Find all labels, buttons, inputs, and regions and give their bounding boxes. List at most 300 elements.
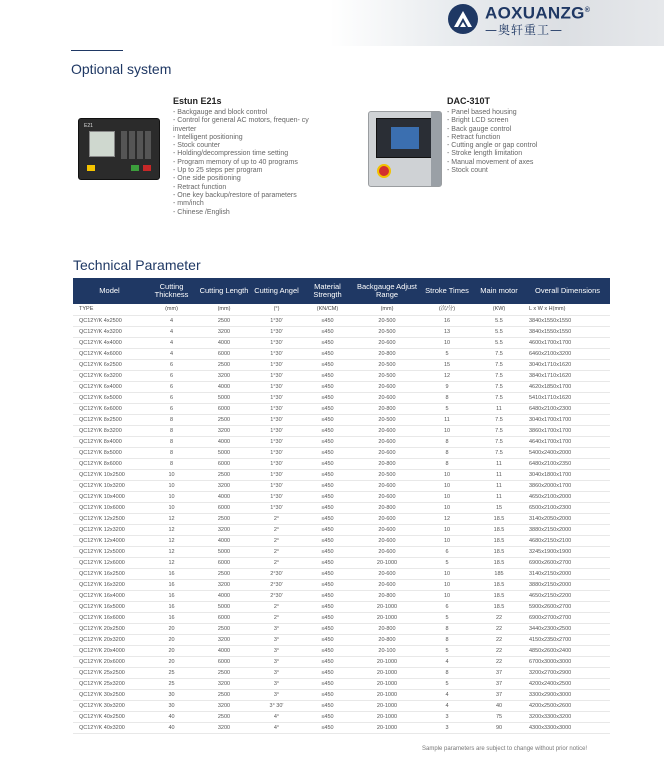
table-cell: QC12Y/K 6x6000 [73,403,146,414]
table-cell: 20-1000 [353,722,421,733]
table-cell: 5000 [197,447,251,458]
table-cell: 20-800 [353,590,421,601]
table-cell: 20-800 [353,348,421,359]
table-cell: 3840x1710x1620 [525,370,610,381]
table-cell: ≤450 [302,535,353,546]
table-cell: 20-100 [353,645,421,656]
table-cell: QC12Y/K 25x2500 [73,667,146,678]
table-cell: 3245x1900x1900 [525,546,610,557]
table-cell: 30 [146,689,197,700]
table-cell: ≤450 [302,469,353,480]
table-cell: 10 [421,524,473,535]
table-cell: 2° [251,612,302,623]
table-cell: 20-600 [353,392,421,403]
table-cell: 3040x1710x1620 [525,359,610,370]
table-cell: 20 [146,645,197,656]
table-row [73,601,610,612]
table-cell: 185 [473,568,525,579]
table-cell: ≤450 [302,458,353,469]
table-cell: 3440x2300x2500 [525,623,610,634]
table-cell: 20-1000 [353,601,421,612]
list-item: - Program memory of up to 40 programs [173,159,333,167]
table-cell: ≤450 [302,403,353,414]
table-cell: 4 [146,348,197,359]
table-cell: 4000 [197,436,251,447]
table-cell: QC12Y/K 25x3200 [73,678,146,689]
table-cell: ≤450 [302,645,353,656]
table-cell: 3200 [197,678,251,689]
table-cell: 8 [146,425,197,436]
table-cell: QC12Y/K 8x5000 [73,447,146,458]
table-cell: 10 [421,579,473,590]
table-cell: 20-600 [353,436,421,447]
table-cell: 7.5 [473,425,525,436]
table-cell: 20-1000 [353,689,421,700]
table-cell: ≤450 [302,315,353,326]
list-item: - Holding/decompression time setting [173,150,333,158]
table-cell: ≤450 [302,513,353,524]
table-cell: 1°30' [251,359,302,370]
table-row [73,568,610,579]
table-row [73,469,610,480]
table-cell: 4 [421,700,473,711]
table-row [73,370,610,381]
table-cell: 2° [251,513,302,524]
table-cell: ≤450 [302,557,353,568]
table-cell: 10 [421,568,473,579]
table-cell: 10 [146,491,197,502]
table-cell: ≤450 [302,491,353,502]
table-cell: 10 [421,491,473,502]
table-cell: QC12Y/K 10x2500 [73,469,146,480]
table-cell: 16 [146,590,197,601]
table-cell: 1°30' [251,480,302,491]
table-cell: 2°30' [251,568,302,579]
table-cell: QC12Y/K 30x2500 [73,689,146,700]
table-cell: 1°30' [251,491,302,502]
table-cell: 4° [251,711,302,722]
table-cell: 1°30' [251,414,302,425]
table-row [73,535,610,546]
units-row: TYPE (mm) (mm) (°) (KN/CM) (mm) (次/分) (KW) L x W x H(mm) [73,304,610,315]
table-cell: 25 [146,667,197,678]
list-item: - Stock count [447,167,617,175]
table-cell: 20-600 [353,524,421,535]
table-cell: 20 [146,623,197,634]
table-row [73,392,610,403]
table-cell: 8 [421,436,473,447]
table-cell: 20-1000 [353,678,421,689]
table-cell: 20-500 [353,315,421,326]
table-cell: 3° 30' [251,700,302,711]
table-cell: 5000 [197,546,251,557]
header-backgauge: Backgauge Adjust Range [353,278,421,304]
table-cell: ≤450 [302,425,353,436]
brand-name: AOXUANZG® [485,3,591,23]
table-cell: 1°30' [251,326,302,337]
table-cell: QC12Y/K 40x2500 [73,711,146,722]
table-cell: 6000 [197,348,251,359]
table-row [73,337,610,348]
table-cell: 10 [421,480,473,491]
table-cell: QC12Y/K 16x6000 [73,612,146,623]
table-row [73,436,610,447]
table-cell: 11 [421,414,473,425]
table-cell: 8 [146,458,197,469]
table-cell: 3200 [197,425,251,436]
table-cell: 20-800 [353,403,421,414]
table-cell: 22 [473,656,525,667]
table-cell: 8 [146,447,197,458]
table-cell: 3040x1800x1700 [525,469,610,480]
table-cell: 3200 [197,524,251,535]
table-cell: ≤450 [302,326,353,337]
table-row [73,414,610,425]
table-cell: ≤450 [302,601,353,612]
table-cell: 6000 [197,458,251,469]
table-cell: ≤450 [302,700,353,711]
table-row [73,491,610,502]
technical-parameter-title: Technical Parameter [73,257,201,273]
list-item: - Retract function [173,184,333,192]
table-cell: 3300x2900x3000 [525,689,610,700]
table-cell: QC12Y/K 8x4000 [73,436,146,447]
table-cell: 6900x2600x2700 [525,557,610,568]
table-cell: 1°30' [251,502,302,513]
table-cell: 20-600 [353,425,421,436]
table-cell: 12 [146,546,197,557]
header-model: Model [73,278,146,304]
table-cell: QC12Y/K 12x5000 [73,546,146,557]
table-cell: QC12Y/K 12x3200 [73,524,146,535]
table-cell: 4200x2400x2500 [525,678,610,689]
table-cell: 4000 [197,590,251,601]
table-cell: 5 [421,645,473,656]
list-item: - Up to 25 steps per program [173,167,333,175]
product-title-dac: DAC-310T [447,96,491,106]
table-cell: 4150x2350x2700 [525,634,610,645]
table-cell: 25 [146,678,197,689]
table-cell: 6480x2100x2300 [525,403,610,414]
table-cell: QC12Y/K 4x6000 [73,348,146,359]
list-item: - Manual movement of axes [447,159,617,167]
table-cell: 20-800 [353,502,421,513]
table-cell: 2° [251,524,302,535]
table-cell: ≤450 [302,381,353,392]
table-cell: 4600x1700x1700 [525,337,610,348]
table-cell: 7.5 [473,414,525,425]
list-item: - Back gauge control [447,126,617,134]
table-cell: 15 [421,359,473,370]
table-cell: 3200 [197,370,251,381]
table-cell: QC12Y/K 6x4000 [73,381,146,392]
table-cell: 10 [421,337,473,348]
table-cell: 5 [421,678,473,689]
table-cell: 5 [421,403,473,414]
table-cell: 20-500 [353,370,421,381]
table-cell: 7.5 [473,392,525,403]
table-cell: 2° [251,557,302,568]
table-header-row [73,278,610,304]
table-cell: 3200x2700x2900 [525,667,610,678]
list-item: - One key backup/restore of parameters [173,192,333,200]
table-cell: 4000 [197,381,251,392]
table-row [73,359,610,370]
table-cell: 8 [146,414,197,425]
table-cell: QC12Y/K 10x3200 [73,480,146,491]
table-cell: 18.5 [473,524,525,535]
table-cell: ≤450 [302,722,353,733]
table-cell: 10 [421,502,473,513]
table-cell: 16 [146,579,197,590]
table-cell: 40 [146,711,197,722]
table-cell: 4200x2500x2600 [525,700,610,711]
table-cell: 4 [146,315,197,326]
dac-feature-list [447,109,617,175]
table-row [73,326,610,337]
table-cell: 1°30' [251,381,302,392]
table-cell: 2500 [197,359,251,370]
table-cell: QC12Y/K 30x3200 [73,700,146,711]
table-cell: 3200x3300x3200 [525,711,610,722]
list-item: - Stroke length limitation [447,150,617,158]
table-cell: 20-800 [353,458,421,469]
table-cell: ≤450 [302,524,353,535]
table-cell: ≤450 [302,436,353,447]
table-cell: 2° [251,601,302,612]
table-cell: 37 [473,678,525,689]
table-cell: 5410x1710x1620 [525,392,610,403]
table-cell: 5 [421,612,473,623]
table-cell: ≤450 [302,689,353,700]
table-cell: 16 [146,601,197,612]
list-item: - Backgauge and block control [173,109,333,117]
table-cell: 4620x1850x1700 [525,381,610,392]
list-item: - mm/inch [173,200,333,208]
product-title-e21: Estun E21s [173,96,222,106]
table-cell: QC12Y/K 4x3200 [73,326,146,337]
header-length: Cutting Length [197,278,251,304]
table-cell: ≤450 [302,568,353,579]
table-cell: QC12Y/K 6x5000 [73,392,146,403]
table-cell: 22 [473,612,525,623]
table-cell: QC12Y/K 12x2500 [73,513,146,524]
table-cell: 2500 [197,689,251,700]
table-cell: 20 [146,656,197,667]
list-item: - Intelligent positioning [173,134,333,142]
table-cell: 3200 [197,722,251,733]
table-cell: 4 [421,656,473,667]
table-cell: 3880x2150x2000 [525,524,610,535]
list-item: - One side positioning [173,175,333,183]
table-cell: 2500 [197,623,251,634]
table-cell: 3040x1700x1700 [525,414,610,425]
table-cell: 3° [251,678,302,689]
table-cell: 6000 [197,612,251,623]
table-cell: 7.5 [473,447,525,458]
table-cell: QC12Y/K 8x6000 [73,458,146,469]
table-cell: 8 [421,458,473,469]
table-cell: 6 [146,381,197,392]
table-cell: 4000 [197,645,251,656]
table-cell: QC12Y/K 10x6000 [73,502,146,513]
table-row [73,700,610,711]
table-cell: QC12Y/K 4x4000 [73,337,146,348]
table-cell: 7.5 [473,348,525,359]
table-cell: 2500 [197,315,251,326]
table-cell: 11 [473,491,525,502]
table-cell: QC12Y/K 16x4000 [73,590,146,601]
table-cell: 11 [473,469,525,480]
table-cell: 4 [421,689,473,700]
table-cell: 6480x2100x2350 [525,458,610,469]
table-cell: 1°30' [251,392,302,403]
table-row [73,403,610,414]
table-cell: QC12Y/K 6x2500 [73,359,146,370]
header-stroke: Stroke Times [421,278,473,304]
table-cell: 1°30' [251,348,302,359]
table-cell: QC12Y/K 12x4000 [73,535,146,546]
table-cell: ≤450 [302,447,353,458]
table-cell: 4 [146,326,197,337]
table-cell: 20-800 [353,634,421,645]
table-row [73,711,610,722]
table-cell: QC12Y/K 16x3200 [73,579,146,590]
table-cell: QC12Y/K 4x2500 [73,315,146,326]
table-row [73,447,610,458]
table-cell: 37 [473,689,525,700]
table-cell: 8 [421,392,473,403]
table-cell: 10 [421,590,473,601]
brand-logo [447,2,590,37]
table-cell: 4650x2100x2000 [525,491,610,502]
table-cell: 22 [473,634,525,645]
table-cell: 2500 [197,711,251,722]
header-dimensions: Overall Dimensions [525,278,610,304]
table-cell: 8 [146,436,197,447]
list-item: - Retract function [447,134,617,142]
table-row [73,381,610,392]
table-cell: 20-600 [353,447,421,458]
table-cell: 3860x1700x1700 [525,425,610,436]
table-cell: ≤450 [302,370,353,381]
table-cell: 20-1000 [353,700,421,711]
list-item: - Stock counter [173,142,333,150]
table-cell: 40 [473,700,525,711]
table-cell: 4000 [197,491,251,502]
table-cell: 10 [146,480,197,491]
table-cell: 3200 [197,700,251,711]
table-cell: 12 [146,557,197,568]
table-cell: 30 [146,700,197,711]
title-rule [71,50,123,51]
table-cell: 3200 [197,326,251,337]
table-cell: 37 [473,667,525,678]
table-cell: 18.5 [473,557,525,568]
table-cell: 10 [421,535,473,546]
table-cell: 12 [421,513,473,524]
table-cell: 2500 [197,568,251,579]
table-cell: 2° [251,535,302,546]
list-item: - Cutting angle or gap control [447,142,617,150]
table-cell: 3° [251,623,302,634]
table-row [73,513,610,524]
brand-name-cn: —奥轩重工— [485,22,564,37]
table-cell: QC12Y/K 12x6000 [73,557,146,568]
table-cell: 16 [421,315,473,326]
table-cell: ≤450 [302,348,353,359]
table-cell: 20-600 [353,513,421,524]
table-cell: 6000 [197,656,251,667]
table-cell: 6000 [197,502,251,513]
table-cell: 2°30' [251,579,302,590]
table-cell: 3200 [197,579,251,590]
table-cell: 2500 [197,469,251,480]
table-cell: 20-600 [353,337,421,348]
e21-feature-list [173,109,333,217]
table-cell: 3140x2150x2000 [525,568,610,579]
table-cell: 20-1000 [353,557,421,568]
table-cell: 11 [473,403,525,414]
table-cell: 6 [421,601,473,612]
table-cell: ≤450 [302,502,353,513]
table-cell: ≤450 [302,612,353,623]
table-cell: 5400x2400x2000 [525,447,610,458]
table-cell: 22 [473,623,525,634]
table-cell: 20 [146,634,197,645]
table-cell: 20-1000 [353,667,421,678]
table-cell: 3° [251,667,302,678]
table-cell: 7.5 [473,436,525,447]
table-cell: 20-600 [353,568,421,579]
table-cell: 1°30' [251,425,302,436]
table-cell: 20-500 [353,326,421,337]
table-cell: 20-500 [353,359,421,370]
table-cell: 10 [146,469,197,480]
table-cell: ≤450 [302,667,353,678]
table-cell: 7.5 [473,381,525,392]
table-cell: 6700x3000x3000 [525,656,610,667]
table-cell: 5.5 [473,337,525,348]
table-cell: 18.5 [473,579,525,590]
table-cell: 22 [473,645,525,656]
table-cell: QC12Y/K 6x3200 [73,370,146,381]
table-cell: 5000 [197,601,251,612]
table-cell: ≤450 [302,337,353,348]
table-row [73,315,610,326]
table-cell: 11 [473,458,525,469]
table-cell: 5900x2600x2700 [525,601,610,612]
table-cell: QC12Y/K 10x4000 [73,491,146,502]
table-cell: 20-1000 [353,656,421,667]
table-cell: 6 [421,546,473,557]
table-cell: QC12Y/K 20x2500 [73,623,146,634]
table-cell: 2° [251,546,302,557]
table-cell: 1°30' [251,469,302,480]
table-cell: ≤450 [302,546,353,557]
table-row [73,722,610,733]
table-cell: 3° [251,656,302,667]
table-cell: QC12Y/K 20x6000 [73,656,146,667]
table-cell: 1°30' [251,447,302,458]
header-motor: Main motor [473,278,525,304]
table-cell: QC12Y/K 16x5000 [73,601,146,612]
table-cell: 10 [421,469,473,480]
table-cell: 20-600 [353,491,421,502]
table-cell: 6 [146,403,197,414]
table-cell: 1°30' [251,370,302,381]
table-cell: 20-600 [353,535,421,546]
